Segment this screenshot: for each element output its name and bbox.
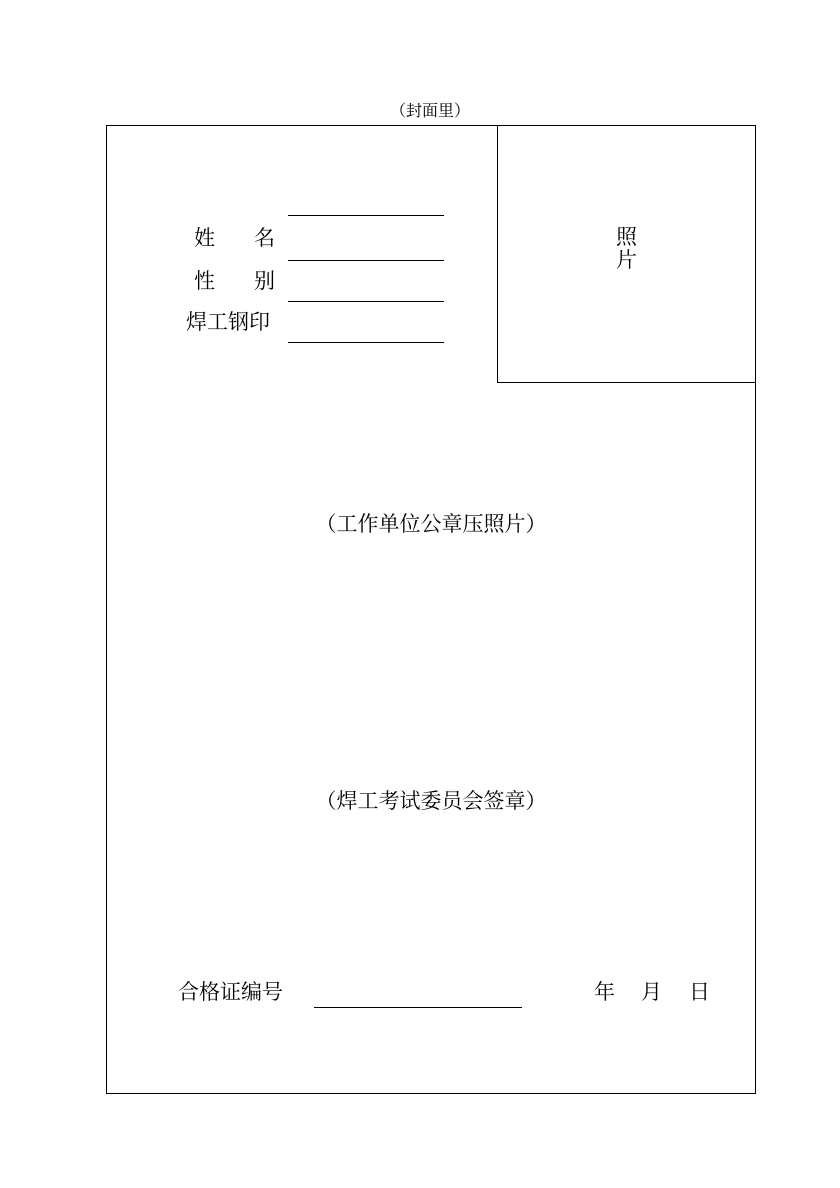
- day-label: 日: [689, 980, 710, 1004]
- certificate-number-line[interactable]: [314, 1007, 522, 1008]
- photo-label-line2: 片: [616, 248, 637, 272]
- gender-label-second: 别: [254, 269, 275, 293]
- name-label-first: 姓: [194, 226, 215, 250]
- company-seal-note: （工作单位公章压照片）: [315, 512, 547, 536]
- committee-seal-note: （焊工考试委员会签章）: [315, 789, 547, 813]
- certificate-number-label: 合格证编号: [178, 980, 283, 1004]
- month-label: 月: [641, 980, 662, 1004]
- photo-label: [498, 226, 755, 272]
- year-label: 年: [594, 980, 615, 1004]
- welder-stamp-field-line[interactable]: [288, 342, 444, 343]
- photo-box: [497, 125, 756, 383]
- name-top-line: [288, 215, 444, 216]
- gender-field-line[interactable]: [288, 301, 444, 302]
- name-label-second: 名: [254, 226, 275, 250]
- cover-inner-caption: （封面里）: [389, 101, 470, 120]
- welder-stamp-label: 焊工钢印: [186, 310, 270, 334]
- name-field-line[interactable]: [288, 260, 444, 261]
- photo-label-line1: 照: [616, 225, 637, 249]
- gender-label-first: 性: [194, 269, 215, 293]
